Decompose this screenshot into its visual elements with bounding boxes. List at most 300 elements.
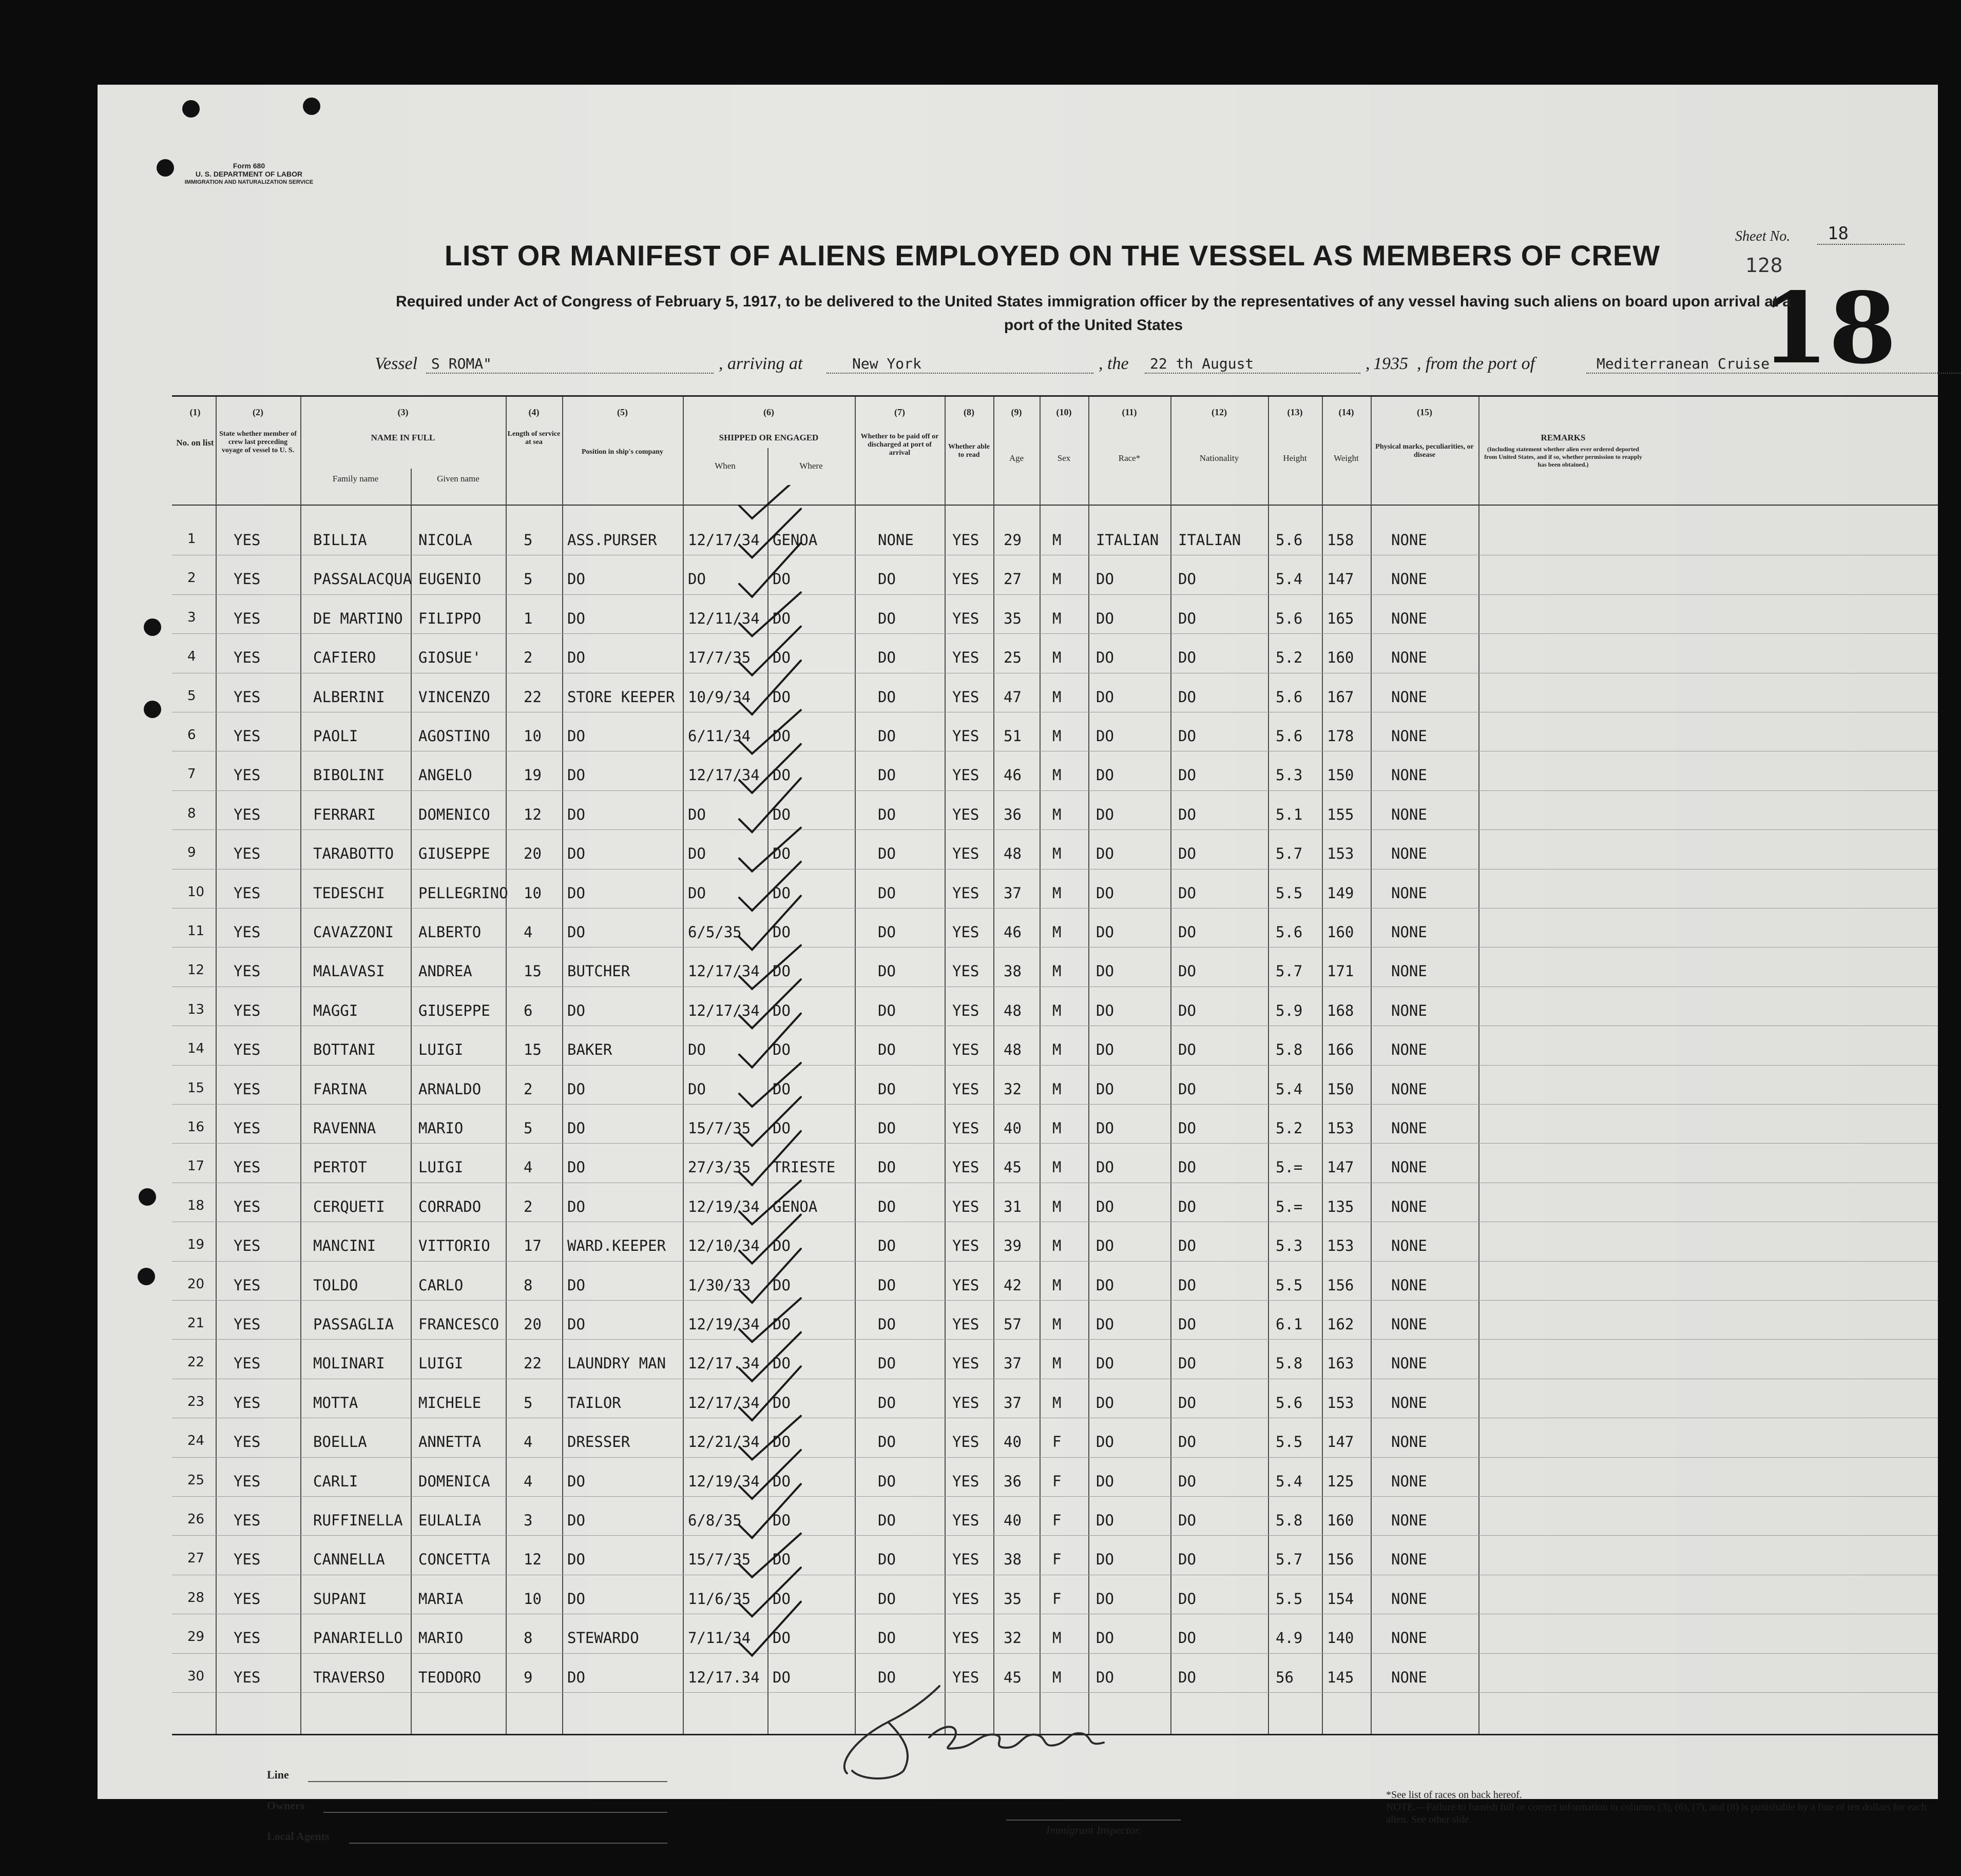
cell-physical-marks: NONE bbox=[1391, 1237, 1427, 1255]
cell-weight: 145 bbox=[1327, 1668, 1354, 1686]
cell-nationality: DO bbox=[1178, 1590, 1196, 1608]
cell-given-name: MICHELE bbox=[418, 1394, 482, 1411]
cell-position: DO bbox=[567, 1197, 585, 1215]
cell-age: 48 bbox=[1004, 1001, 1022, 1019]
cell-able-to-read: YES bbox=[952, 1197, 979, 1215]
cell-sex: M bbox=[1052, 1197, 1062, 1215]
cell-family-name: FARINA bbox=[313, 1080, 367, 1098]
cell-able-to-read: YES bbox=[952, 1629, 979, 1647]
table-row bbox=[172, 795, 1938, 833]
cell-physical-marks: NONE bbox=[1391, 962, 1427, 980]
punch-hole bbox=[139, 1188, 156, 1206]
cell-age: 45 bbox=[1004, 1668, 1022, 1686]
col-header-weight: Weight bbox=[1334, 453, 1359, 463]
cell-race: DO bbox=[1096, 649, 1114, 667]
table-row bbox=[172, 1030, 1938, 1068]
punch-hole bbox=[303, 98, 320, 115]
col-num: (15) bbox=[1417, 407, 1432, 417]
sheet-no-underline bbox=[1817, 244, 1905, 245]
cell-row-number: 29 bbox=[187, 1629, 205, 1645]
cell-able-to-read: YES bbox=[952, 727, 979, 745]
check-mark bbox=[739, 1063, 801, 1107]
cell-weight: 147 bbox=[1327, 1158, 1354, 1176]
service-name: IMMIGRATION AND NATURALIZATION SERVICE bbox=[184, 179, 314, 185]
cell-nationality: DO bbox=[1178, 962, 1196, 980]
cell-height: 5.5 bbox=[1276, 884, 1303, 902]
cell-sex: M bbox=[1052, 1237, 1062, 1255]
cell-age: 51 bbox=[1004, 727, 1022, 745]
cell-paid-off: DO bbox=[878, 1433, 896, 1451]
cell-age: 40 bbox=[1004, 1433, 1022, 1451]
cell-shipped-when: 15/7/35 bbox=[688, 1551, 751, 1569]
cell-position: DO bbox=[567, 1590, 585, 1608]
cell-family-name: PASSALACQUA bbox=[313, 570, 412, 588]
cell-height: 5.9 bbox=[1276, 1001, 1303, 1019]
cell-service-length: 10 bbox=[524, 884, 542, 902]
cell-physical-marks: NONE bbox=[1391, 884, 1427, 902]
col-num: (4) bbox=[528, 407, 540, 417]
cell-shipped-where: DO bbox=[773, 570, 791, 588]
cell-family-name: BOTTANI bbox=[313, 1041, 376, 1059]
cell-age: 45 bbox=[1004, 1158, 1022, 1176]
cell-physical-marks: NONE bbox=[1391, 1119, 1427, 1137]
cell-paid-off: DO bbox=[878, 923, 896, 941]
cell-race: DO bbox=[1096, 923, 1114, 941]
cell-row-number: 6 bbox=[187, 727, 196, 743]
cell-position: DO bbox=[567, 845, 585, 863]
cell-paid-off: DO bbox=[878, 1001, 896, 1019]
form-identifier bbox=[169, 162, 329, 186]
cell-race: DO bbox=[1096, 1158, 1114, 1176]
cell-height: 5.6 bbox=[1276, 531, 1303, 549]
cell-height: 5.8 bbox=[1276, 1355, 1303, 1372]
cell-service-length: 10 bbox=[524, 727, 542, 745]
cell-shipped-when: 15/7/35 bbox=[688, 1119, 751, 1137]
agents-underline bbox=[349, 1843, 667, 1844]
cell-race: DO bbox=[1096, 1080, 1114, 1098]
cell-row-number: 11 bbox=[187, 923, 205, 939]
cell-given-name: MARIO bbox=[418, 1629, 464, 1647]
line-underline bbox=[308, 1781, 667, 1782]
cell-race: DO bbox=[1096, 962, 1114, 980]
cell-age: 25 bbox=[1004, 649, 1022, 667]
col-num: (11) bbox=[1122, 407, 1137, 417]
col-header-remarks: REMARKS bbox=[1541, 433, 1586, 442]
cell-position: DO bbox=[567, 1551, 585, 1569]
table-row bbox=[172, 598, 1938, 636]
cell-given-name: VITTORIO bbox=[418, 1237, 490, 1255]
cell-shipped-when: DO bbox=[688, 1080, 706, 1098]
cell-shipped-when: 12/17.34 bbox=[688, 1355, 760, 1372]
cell-able-to-read: YES bbox=[952, 962, 979, 980]
cell-physical-marks: NONE bbox=[1391, 1512, 1427, 1529]
cell-height: 5.7 bbox=[1276, 845, 1303, 863]
cell-sex: M bbox=[1052, 1276, 1062, 1294]
arrival-year: 1935 bbox=[1373, 354, 1408, 373]
cell-paid-off: DO bbox=[878, 1629, 896, 1647]
cell-previous-voyage: YES bbox=[234, 531, 261, 549]
cell-sex: M bbox=[1052, 531, 1062, 549]
cell-shipped-where: DO bbox=[773, 766, 791, 784]
cell-nationality: DO bbox=[1178, 1433, 1196, 1451]
cell-shipped-where: TRIESTE bbox=[773, 1158, 836, 1176]
cell-family-name: PAOLI bbox=[313, 727, 358, 745]
cell-shipped-where: DO bbox=[773, 923, 791, 941]
cell-paid-off: DO bbox=[878, 1041, 896, 1059]
cell-shipped-when: 12/17/34 bbox=[688, 962, 760, 980]
cell-weight: 125 bbox=[1327, 1472, 1354, 1490]
cell-weight: 156 bbox=[1327, 1276, 1354, 1294]
cell-previous-voyage: YES bbox=[234, 884, 261, 902]
cell-given-name: CORRADO bbox=[418, 1197, 482, 1215]
check-mark bbox=[739, 1131, 801, 1185]
cell-paid-off: DO bbox=[878, 1668, 896, 1686]
cell-shipped-when: 12/19/34 bbox=[688, 1197, 760, 1215]
cell-paid-off: DO bbox=[878, 570, 896, 588]
cell-shipped-where: DO bbox=[773, 1237, 791, 1255]
local-agents-label: Local Agents bbox=[267, 1830, 330, 1843]
cell-row-number: 5 bbox=[187, 688, 196, 704]
cell-service-length: 17 bbox=[524, 1237, 542, 1255]
col-header-physical-marks: Physical marks, peculiarities, or disease bbox=[1375, 443, 1474, 459]
cell-age: 46 bbox=[1004, 766, 1022, 784]
cell-sex: M bbox=[1052, 1394, 1062, 1411]
cell-sex: F bbox=[1052, 1472, 1062, 1490]
col-header-race: Race* bbox=[1118, 453, 1141, 463]
cell-row-number: 24 bbox=[187, 1433, 205, 1449]
cell-given-name: ANDREA bbox=[418, 962, 472, 980]
cell-previous-voyage: YES bbox=[234, 1472, 261, 1490]
cell-family-name: DE MARTINO bbox=[313, 609, 403, 627]
cell-family-name: SUPANI bbox=[313, 1590, 367, 1608]
cell-row-number: 12 bbox=[187, 962, 205, 978]
cell-race: DO bbox=[1096, 1355, 1114, 1372]
cell-given-name: TEODORO bbox=[418, 1668, 482, 1686]
check-mark bbox=[739, 1249, 801, 1303]
col-num: (5) bbox=[617, 407, 628, 417]
check-mark bbox=[739, 1416, 801, 1460]
cell-physical-marks: NONE bbox=[1391, 1001, 1427, 1019]
cell-previous-voyage: YES bbox=[234, 1001, 261, 1019]
col-header-remarks-note: (Including statement whether alien ever ordered deported from United States, and if so, whether permission to reapply has been obtained.) bbox=[1484, 446, 1642, 468]
cell-race: DO bbox=[1096, 1394, 1114, 1411]
cell-paid-off: DO bbox=[878, 688, 896, 706]
handwritten-number: 128 bbox=[1745, 254, 1783, 277]
cell-race: DO bbox=[1096, 1629, 1114, 1647]
cell-position: LAUNDRY MAN bbox=[567, 1355, 666, 1372]
cell-previous-voyage: YES bbox=[234, 570, 261, 588]
cell-height: 5.5 bbox=[1276, 1433, 1303, 1451]
cell-paid-off: DO bbox=[878, 727, 896, 745]
cell-row-number: 16 bbox=[187, 1119, 205, 1135]
cell-shipped-where: DO bbox=[773, 1041, 791, 1059]
cell-shipped-when: 12/21/34 bbox=[688, 1433, 760, 1451]
check-mark bbox=[739, 543, 801, 597]
cell-weight: 153 bbox=[1327, 845, 1354, 863]
cell-height: 5.3 bbox=[1276, 1237, 1303, 1255]
col-num: (9) bbox=[1011, 407, 1022, 417]
cell-physical-marks: NONE bbox=[1391, 649, 1427, 667]
col-num: (8) bbox=[964, 407, 974, 417]
cell-height: 6.1 bbox=[1276, 1316, 1303, 1333]
cell-physical-marks: NONE bbox=[1391, 1629, 1427, 1647]
cell-given-name: MARIO bbox=[418, 1119, 464, 1137]
cell-family-name: PANARIELLO bbox=[313, 1629, 403, 1647]
cell-service-length: 19 bbox=[524, 766, 542, 784]
cell-nationality: DO bbox=[1178, 1551, 1196, 1569]
cell-service-length: 4 bbox=[524, 923, 533, 941]
table-row bbox=[172, 1069, 1938, 1107]
cell-age: 35 bbox=[1004, 609, 1022, 627]
cell-physical-marks: NONE bbox=[1391, 688, 1427, 706]
cell-height: 5.= bbox=[1276, 1197, 1303, 1215]
inspector-label: Immigrant Inspector. bbox=[1006, 1820, 1181, 1837]
col-header-position: Position in ship's company bbox=[581, 448, 664, 456]
cell-service-length: 15 bbox=[524, 962, 542, 980]
col-header-age: Age bbox=[1009, 453, 1024, 463]
footnotes bbox=[1386, 1789, 1951, 1826]
cell-height: 5.7 bbox=[1276, 962, 1303, 980]
manifest-footer bbox=[267, 1753, 1961, 1876]
vessel-underline bbox=[426, 373, 714, 374]
cell-race: DO bbox=[1096, 1001, 1114, 1019]
cell-paid-off: DO bbox=[878, 1355, 896, 1372]
cell-physical-marks: NONE bbox=[1391, 1041, 1427, 1059]
cell-family-name: BIBOLINI bbox=[313, 766, 385, 784]
cell-shipped-where: DO bbox=[773, 1316, 791, 1333]
cell-given-name: GIUSEPPE bbox=[418, 845, 490, 863]
cell-height: 5.4 bbox=[1276, 1080, 1303, 1098]
cell-paid-off: DO bbox=[878, 845, 896, 863]
cell-height: 5.2 bbox=[1276, 649, 1303, 667]
cell-service-length: 1 bbox=[524, 609, 533, 627]
cell-row-number: 30 bbox=[187, 1668, 205, 1684]
cell-shipped-when: DO bbox=[688, 805, 706, 823]
cell-age: 48 bbox=[1004, 1041, 1022, 1059]
cell-physical-marks: NONE bbox=[1391, 1316, 1427, 1333]
cell-sex: M bbox=[1052, 649, 1062, 667]
cell-age: 37 bbox=[1004, 1355, 1022, 1372]
cell-family-name: CERQUETI bbox=[313, 1197, 385, 1215]
check-mark bbox=[739, 661, 801, 714]
table-row bbox=[172, 1500, 1938, 1538]
col-header-service: Length of service at sea bbox=[507, 430, 561, 446]
cell-shipped-when: 12/17/34 bbox=[688, 1001, 760, 1019]
cell-race: DO bbox=[1096, 727, 1114, 745]
cell-given-name: LUIGI bbox=[418, 1355, 464, 1372]
cell-age: 27 bbox=[1004, 570, 1022, 588]
check-mark bbox=[739, 710, 801, 753]
cell-paid-off: DO bbox=[878, 1512, 896, 1529]
cell-weight: 150 bbox=[1327, 766, 1354, 784]
cell-nationality: DO bbox=[1178, 923, 1196, 941]
cell-race: DO bbox=[1096, 1433, 1114, 1451]
table-row bbox=[172, 1187, 1938, 1225]
cell-family-name: MOTTA bbox=[313, 1394, 358, 1411]
cell-family-name: TOLDO bbox=[313, 1276, 358, 1294]
cell-family-name: CARLI bbox=[313, 1472, 358, 1490]
cell-sex: M bbox=[1052, 1668, 1062, 1686]
table-row bbox=[172, 1383, 1938, 1421]
cell-given-name: MARIA bbox=[418, 1590, 464, 1608]
cell-paid-off: DO bbox=[878, 1394, 896, 1411]
cell-age: 42 bbox=[1004, 1276, 1022, 1294]
cell-nationality: DO bbox=[1178, 1668, 1196, 1686]
cell-nationality: DO bbox=[1178, 1316, 1196, 1333]
col-header-paid-off: Whether to be paid off or discharged at port of arrival bbox=[860, 433, 939, 457]
cell-age: 29 bbox=[1004, 531, 1022, 549]
check-mark bbox=[739, 1484, 801, 1538]
cell-service-length: 4 bbox=[524, 1433, 533, 1451]
cell-shipped-when: 6/11/34 bbox=[688, 727, 751, 745]
arriving-label: , arriving at bbox=[719, 354, 803, 373]
cell-able-to-read: YES bbox=[952, 1119, 979, 1137]
cell-able-to-read: YES bbox=[952, 766, 979, 784]
cell-weight: 160 bbox=[1327, 1512, 1354, 1529]
cell-shipped-where: DO bbox=[773, 1080, 791, 1098]
cell-able-to-read: YES bbox=[952, 1080, 979, 1098]
table-row bbox=[172, 716, 1938, 754]
cell-family-name: MAGGI bbox=[313, 1001, 358, 1019]
cell-service-length: 5 bbox=[524, 531, 533, 549]
cell-given-name: FRANCESCO bbox=[418, 1316, 499, 1333]
cell-weight: 160 bbox=[1327, 923, 1354, 941]
check-mark bbox=[739, 1534, 801, 1577]
cell-row-number: 27 bbox=[187, 1551, 205, 1566]
cell-sex: M bbox=[1052, 845, 1062, 863]
cell-paid-off: DO bbox=[878, 1158, 896, 1176]
cell-given-name: ANGELO bbox=[418, 766, 472, 784]
cell-able-to-read: YES bbox=[952, 1276, 979, 1294]
cell-shipped-when: 12/17/34 bbox=[688, 1394, 760, 1411]
cell-sex: M bbox=[1052, 766, 1062, 784]
cell-row-number: 26 bbox=[187, 1512, 205, 1527]
cell-race: DO bbox=[1096, 805, 1114, 823]
cell-shipped-when: 12/19/34 bbox=[688, 1316, 760, 1333]
cell-physical-marks: NONE bbox=[1391, 923, 1427, 941]
cell-given-name: ARNALDO bbox=[418, 1080, 482, 1098]
cell-race: DO bbox=[1096, 1041, 1114, 1059]
table-row bbox=[172, 520, 1938, 558]
cell-able-to-read: YES bbox=[952, 1590, 979, 1608]
cell-family-name: CAVAZZONI bbox=[313, 923, 394, 941]
arriving-port: New York bbox=[852, 355, 921, 372]
cell-position: DO bbox=[567, 1001, 585, 1019]
cell-shipped-where: DO bbox=[773, 1629, 791, 1647]
cell-previous-voyage: YES bbox=[234, 1237, 261, 1255]
cell-service-length: 2 bbox=[524, 649, 533, 667]
cell-shipped-where: GENOA bbox=[773, 1197, 818, 1215]
cell-row-number: 13 bbox=[187, 1001, 205, 1017]
cell-race: DO bbox=[1096, 1590, 1114, 1608]
cell-race: DO bbox=[1096, 1512, 1114, 1529]
cell-nationality: DO bbox=[1178, 1080, 1196, 1098]
cell-physical-marks: NONE bbox=[1391, 531, 1427, 549]
cell-sex: M bbox=[1052, 727, 1062, 745]
cell-height: 5.6 bbox=[1276, 1394, 1303, 1411]
cell-shipped-when: 1/30/33 bbox=[688, 1276, 751, 1294]
check-mark bbox=[739, 778, 801, 832]
cell-position: DO bbox=[567, 609, 585, 627]
note-penalty: NOTE.—Failure to furnish full or correct information in columns (3), (6), (7), and (8) is punishable by a fine of ten dollars for each alien. See other side. bbox=[1386, 1802, 1927, 1825]
check-mark bbox=[739, 896, 801, 950]
col-header-no: No. on list bbox=[176, 438, 214, 448]
cell-height: 5.3 bbox=[1276, 766, 1303, 784]
cell-able-to-read: YES bbox=[952, 649, 979, 667]
cell-position: DO bbox=[567, 1119, 585, 1137]
cell-previous-voyage: YES bbox=[234, 1080, 261, 1098]
cell-position: WARD.KEEPER bbox=[567, 1237, 666, 1255]
punch-hole bbox=[144, 618, 161, 636]
vessel-name: S ROMA" bbox=[431, 355, 492, 372]
col-header-where: Where bbox=[799, 461, 823, 471]
vessel-label: Vessel bbox=[375, 354, 418, 373]
col-header-family-name: Family name bbox=[332, 474, 379, 483]
cell-position: DO bbox=[567, 1276, 585, 1294]
cell-height: 5.5 bbox=[1276, 1590, 1303, 1608]
cell-physical-marks: NONE bbox=[1391, 1355, 1427, 1372]
cell-row-number: 3 bbox=[187, 609, 196, 625]
check-mark bbox=[739, 1602, 801, 1656]
cell-height: 5.6 bbox=[1276, 923, 1303, 941]
cell-nationality: DO bbox=[1178, 1158, 1196, 1176]
table-row bbox=[172, 991, 1938, 1029]
cell-race: DO bbox=[1096, 845, 1114, 863]
cell-height: 4.9 bbox=[1276, 1629, 1303, 1647]
cell-service-length: 5 bbox=[524, 1394, 533, 1411]
cell-given-name: CONCETTA bbox=[418, 1551, 490, 1569]
cell-previous-voyage: YES bbox=[234, 1551, 261, 1569]
note-race: *See list of races on back hereof. bbox=[1386, 1789, 1522, 1801]
cell-position: DO bbox=[567, 1158, 585, 1176]
cell-height: 5.8 bbox=[1276, 1041, 1303, 1059]
cell-race: DO bbox=[1096, 1197, 1114, 1215]
cell-shipped-when: DO bbox=[688, 570, 706, 588]
col-num: (14) bbox=[1338, 407, 1354, 417]
cell-able-to-read: YES bbox=[952, 923, 979, 941]
cell-given-name: GIUSEPPE bbox=[418, 1001, 490, 1019]
cell-given-name: CARLO bbox=[418, 1276, 464, 1294]
cell-height: 5.5 bbox=[1276, 1276, 1303, 1294]
cell-weight: 163 bbox=[1327, 1355, 1354, 1372]
cell-family-name: MOLINARI bbox=[313, 1355, 385, 1372]
cell-weight: 156 bbox=[1327, 1551, 1354, 1569]
cell-able-to-read: YES bbox=[952, 1001, 979, 1019]
col-header-sex: Sex bbox=[1057, 453, 1071, 463]
cell-sex: M bbox=[1052, 1629, 1062, 1647]
owners-underline bbox=[323, 1812, 667, 1813]
cell-previous-voyage: YES bbox=[234, 609, 261, 627]
cell-able-to-read: YES bbox=[952, 609, 979, 627]
cell-previous-voyage: YES bbox=[234, 1158, 261, 1176]
cell-height: 5.6 bbox=[1276, 609, 1303, 627]
cell-sex: M bbox=[1052, 1355, 1062, 1372]
check-mark bbox=[739, 1181, 801, 1224]
cell-paid-off: DO bbox=[878, 1276, 896, 1294]
cell-service-length: 2 bbox=[524, 1080, 533, 1098]
cell-race: DO bbox=[1096, 1551, 1114, 1569]
cell-height: 5.2 bbox=[1276, 1119, 1303, 1137]
cell-shipped-where: DO bbox=[773, 1551, 791, 1569]
cell-sex: M bbox=[1052, 923, 1062, 941]
cell-able-to-read: YES bbox=[952, 1512, 979, 1529]
cell-service-length: 6 bbox=[524, 1001, 533, 1019]
cell-age: 36 bbox=[1004, 805, 1022, 823]
cell-physical-marks: NONE bbox=[1391, 1551, 1427, 1569]
cell-race: DO bbox=[1096, 1237, 1114, 1255]
cell-sex: M bbox=[1052, 1316, 1062, 1333]
cell-paid-off: DO bbox=[878, 962, 896, 980]
